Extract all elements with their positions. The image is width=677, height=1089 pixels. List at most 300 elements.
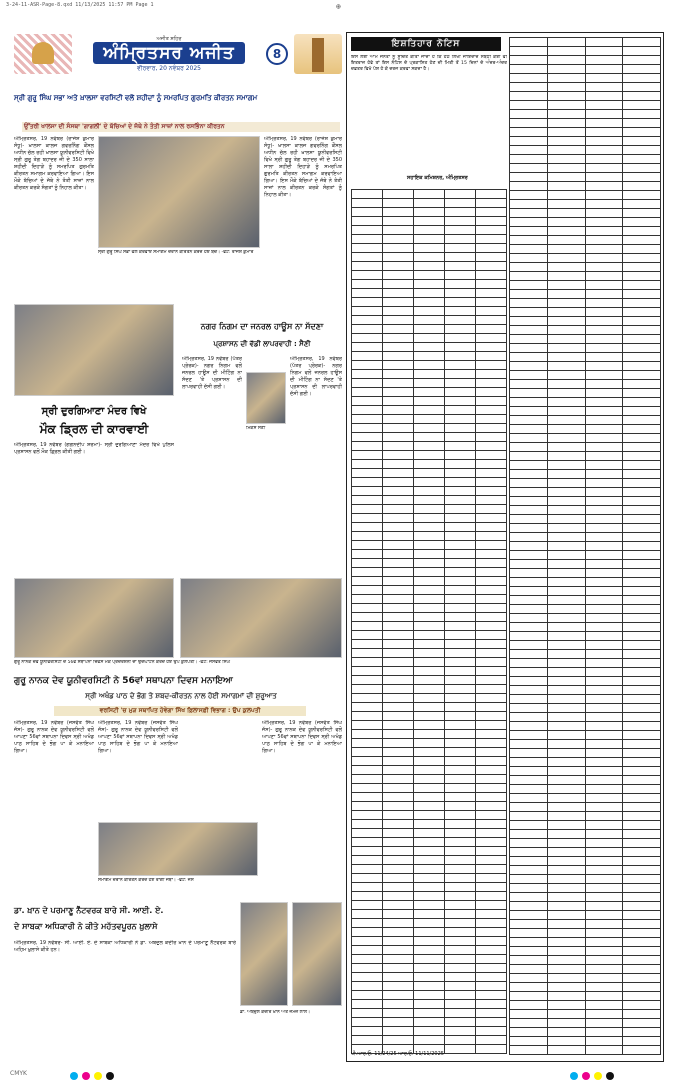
lead-subhead: ਉੱਤਰੀ ਖਾਲਸਾ ਦੀ ਸੰਸਥਾ 'ਗਾਗਲੀ' ਦੇ ਬੱਚਿਆਂ ਦੇ ਜੱਥੇ ਨੇ ਤੰਤੀ ਸਾਜ਼ਾਂ ਨਾਲ ਰਸਭਿੰਨਾ ਕੀਰਤਨ <box>22 122 340 132</box>
mock-drill-photo <box>14 304 174 396</box>
table-cell <box>383 190 414 199</box>
table-cell <box>414 559 445 568</box>
table-row <box>510 830 661 839</box>
cia-officer-portrait <box>292 902 342 1006</box>
table-cell <box>383 892 414 901</box>
table-cell <box>476 766 507 775</box>
table-cell <box>414 928 445 937</box>
table-row <box>352 469 507 478</box>
table-cell <box>623 704 661 713</box>
table-cell <box>476 451 507 460</box>
table-cell <box>623 443 661 452</box>
table-cell <box>383 532 414 541</box>
table-cell <box>547 560 585 569</box>
table-cell <box>414 631 445 640</box>
table-row <box>352 676 507 685</box>
table-cell <box>445 811 476 820</box>
table-cell <box>547 857 585 866</box>
table-cell <box>585 587 623 596</box>
table-cell <box>445 883 476 892</box>
table-cell <box>445 730 476 739</box>
table-cell <box>352 199 383 208</box>
table-cell <box>352 631 383 640</box>
table-cell <box>547 695 585 704</box>
table-cell <box>585 299 623 308</box>
table-cell <box>476 631 507 640</box>
table-cell <box>352 604 383 613</box>
table-row <box>510 191 661 200</box>
table-row <box>352 1027 507 1036</box>
table-row <box>510 704 661 713</box>
table-cell <box>445 919 476 928</box>
table-cell <box>547 938 585 947</box>
table-cell <box>476 802 507 811</box>
table-row <box>510 317 661 326</box>
table-cell <box>445 190 476 199</box>
table-cell <box>476 397 507 406</box>
table-cell <box>623 74 661 83</box>
table-row <box>352 775 507 784</box>
table-cell <box>476 379 507 388</box>
table-row <box>352 343 507 352</box>
table-row <box>352 568 507 577</box>
table-row <box>510 776 661 785</box>
table-cell <box>547 119 585 128</box>
table-row <box>352 829 507 838</box>
table-cell <box>383 352 414 361</box>
table-cell <box>414 712 445 721</box>
table-row <box>352 937 507 946</box>
table-cell <box>414 577 445 586</box>
table-cell <box>383 523 414 532</box>
table-cell <box>445 343 476 352</box>
table-cell <box>383 595 414 604</box>
table-cell <box>445 892 476 901</box>
table-cell <box>623 605 661 614</box>
table-cell <box>352 280 383 289</box>
table-cell <box>585 344 623 353</box>
table-cell <box>445 469 476 478</box>
table-cell <box>547 758 585 767</box>
table-cell <box>510 227 548 236</box>
table-cell <box>445 595 476 604</box>
print-color-bar <box>10 1070 670 1082</box>
table-cell <box>476 604 507 613</box>
table-cell <box>476 685 507 694</box>
table-cell <box>510 596 548 605</box>
table-row <box>510 74 661 83</box>
table-cell <box>585 821 623 830</box>
registration-mark-icon: ⊕ <box>336 2 341 11</box>
table-cell <box>585 362 623 371</box>
table-cell <box>383 703 414 712</box>
table-cell <box>510 443 548 452</box>
table-cell <box>585 47 623 56</box>
table-cell <box>352 352 383 361</box>
table-cell <box>547 569 585 578</box>
table-cell <box>623 38 661 47</box>
table-cell <box>547 542 585 551</box>
table-cell <box>352 946 383 955</box>
table-cell <box>476 640 507 649</box>
table-cell <box>414 604 445 613</box>
table-cell <box>623 812 661 821</box>
table-cell <box>510 56 548 65</box>
table-cell <box>547 1019 585 1028</box>
table-cell <box>352 289 383 298</box>
table-row <box>352 397 507 406</box>
table-cell <box>585 407 623 416</box>
table-cell <box>510 524 548 533</box>
table-cell <box>352 775 383 784</box>
table-row <box>510 83 661 92</box>
table-cell <box>352 712 383 721</box>
table-cell <box>510 353 548 362</box>
table-row <box>352 640 507 649</box>
table-cell <box>414 793 445 802</box>
table-cell <box>476 667 507 676</box>
table-cell <box>547 65 585 74</box>
table-row <box>352 388 507 397</box>
table-cell <box>414 775 445 784</box>
table-cell <box>623 290 661 299</box>
table-cell <box>547 317 585 326</box>
table-cell <box>445 748 476 757</box>
table-cell <box>623 434 661 443</box>
table-cell <box>414 622 445 631</box>
table-cell <box>623 1028 661 1037</box>
table-cell <box>352 514 383 523</box>
table-row <box>352 334 507 343</box>
table-cell <box>510 902 548 911</box>
table-cell <box>476 793 507 802</box>
table-cell <box>476 1000 507 1009</box>
table-cell <box>445 676 476 685</box>
table-row <box>352 541 507 550</box>
table-cell <box>585 200 623 209</box>
table-cell <box>414 649 445 658</box>
table-cell <box>585 812 623 821</box>
table-cell <box>547 488 585 497</box>
table-cell <box>510 749 548 758</box>
table-row <box>352 595 507 604</box>
table-row <box>510 209 661 218</box>
table-cell <box>383 793 414 802</box>
black-swatch-right <box>606 1072 614 1080</box>
table-cell <box>414 667 445 676</box>
table-cell <box>585 803 623 812</box>
table-cell <box>623 110 661 119</box>
table-cell <box>623 641 661 650</box>
table-cell <box>585 65 623 74</box>
table-cell <box>510 1010 548 1019</box>
table-cell <box>547 866 585 875</box>
table-cell <box>445 415 476 424</box>
table-cell <box>547 668 585 677</box>
table-row <box>510 326 661 335</box>
table-cell <box>476 955 507 964</box>
table-cell <box>383 631 414 640</box>
table-row <box>352 1036 507 1045</box>
table-cell <box>510 956 548 965</box>
table-cell <box>383 694 414 703</box>
table-cell <box>623 839 661 848</box>
table-cell <box>585 785 623 794</box>
table-cell <box>414 892 445 901</box>
table-cell <box>547 434 585 443</box>
table-cell <box>414 208 445 217</box>
table-row <box>352 910 507 919</box>
table-cell <box>352 883 383 892</box>
table-cell <box>445 325 476 334</box>
advertisement-notice <box>346 32 664 1062</box>
table-cell <box>585 497 623 506</box>
table-cell <box>445 370 476 379</box>
table-cell <box>585 506 623 515</box>
table-cell <box>510 758 548 767</box>
table-cell <box>445 667 476 676</box>
table-cell <box>445 451 476 460</box>
table-cell <box>383 298 414 307</box>
table-cell <box>476 595 507 604</box>
table-cell <box>585 1001 623 1010</box>
table-cell <box>585 488 623 497</box>
table-cell <box>547 380 585 389</box>
table-cell <box>585 470 623 479</box>
table-cell <box>585 380 623 389</box>
table-cell <box>623 911 661 920</box>
table-cell <box>547 983 585 992</box>
table-cell <box>383 1018 414 1027</box>
table-cell <box>623 299 661 308</box>
table-cell <box>414 901 445 910</box>
table-cell <box>510 335 548 344</box>
table-cell <box>623 542 661 551</box>
table-cell <box>383 802 414 811</box>
table-cell <box>352 388 383 397</box>
table-cell <box>510 407 548 416</box>
table-cell <box>352 640 383 649</box>
table-cell <box>585 695 623 704</box>
table-cell <box>445 901 476 910</box>
table-cell <box>547 470 585 479</box>
table-cell <box>476 541 507 550</box>
table-cell <box>547 713 585 722</box>
table-row <box>510 614 661 623</box>
table-cell <box>414 325 445 334</box>
table-cell <box>585 137 623 146</box>
table-cell <box>585 947 623 956</box>
table-cell <box>547 614 585 623</box>
table-cell <box>585 101 623 110</box>
table-row <box>352 919 507 928</box>
table-cell <box>547 443 585 452</box>
table-cell <box>383 460 414 469</box>
table-cell <box>414 685 445 694</box>
table-row <box>352 739 507 748</box>
table-cell <box>476 730 507 739</box>
nagar-headline: ਨਗਰ ਨਿਗਮ ਦਾ ਜਨਰਲ ਹਾਊਸ ਨਾ ਸੱਦਣਾ <box>200 322 324 331</box>
table-row <box>352 694 507 703</box>
table-cell <box>623 47 661 56</box>
table-cell <box>383 964 414 973</box>
table-cell <box>547 533 585 542</box>
table-cell <box>414 388 445 397</box>
table-row <box>352 964 507 973</box>
table-cell <box>510 470 548 479</box>
table-cell <box>414 766 445 775</box>
table-row <box>352 856 507 865</box>
table-cell <box>383 487 414 496</box>
table-cell <box>510 551 548 560</box>
table-row <box>352 712 507 721</box>
table-cell <box>414 811 445 820</box>
table-row <box>510 101 661 110</box>
table-cell <box>623 929 661 938</box>
table-cell <box>476 1027 507 1036</box>
table-row <box>352 451 507 460</box>
table-cell <box>383 1000 414 1009</box>
table-cell <box>585 596 623 605</box>
table-cell <box>352 496 383 505</box>
table-cell <box>352 226 383 235</box>
table-row <box>510 650 661 659</box>
table-cell <box>585 128 623 137</box>
table-cell <box>547 605 585 614</box>
table-cell <box>352 262 383 271</box>
table-row <box>352 532 507 541</box>
table-cell <box>510 83 548 92</box>
table-cell <box>585 254 623 263</box>
table-cell <box>414 370 445 379</box>
table-cell <box>414 298 445 307</box>
table-cell <box>510 965 548 974</box>
table-row <box>510 218 661 227</box>
table-cell <box>445 694 476 703</box>
table-cell <box>585 659 623 668</box>
table-cell <box>383 370 414 379</box>
table-row <box>510 812 661 821</box>
table-row <box>510 56 661 65</box>
table-cell <box>547 425 585 434</box>
table-cell <box>476 721 507 730</box>
table-cell <box>547 785 585 794</box>
table-cell <box>352 820 383 829</box>
table-cell <box>414 406 445 415</box>
table-row <box>352 820 507 829</box>
table-cell <box>352 1009 383 1018</box>
table-cell <box>445 217 476 226</box>
table-cell <box>476 910 507 919</box>
table-cell <box>414 910 445 919</box>
table-cell <box>510 929 548 938</box>
table-cell <box>383 514 414 523</box>
table-cell <box>623 695 661 704</box>
table-cell <box>476 838 507 847</box>
table-cell <box>383 730 414 739</box>
table-cell <box>383 874 414 883</box>
table-cell <box>352 973 383 982</box>
table-cell <box>585 83 623 92</box>
table-cell <box>547 641 585 650</box>
table-cell <box>623 1046 661 1055</box>
table-row <box>510 272 661 281</box>
bottom-headline-2: ਦੇ ਸਾਬਕਾ ਅਧਿਕਾਰੀ ਨੇ ਕੀਤੇ ਮਹੱਤਵਪੂਰਨ ਖ਼ੁਲਾਸੇ <box>14 922 158 931</box>
table-row <box>352 793 507 802</box>
table-cell <box>623 893 661 902</box>
ad-title: ਇਸ਼ਤਿਹਾਰ ਨੋਟਿਸ <box>351 37 501 51</box>
table-row <box>510 857 661 866</box>
table-cell <box>383 217 414 226</box>
table-cell <box>476 199 507 208</box>
table-cell <box>585 722 623 731</box>
table-cell <box>383 415 414 424</box>
table-cell <box>476 226 507 235</box>
ad-signature: ਸਹਾਇਕ ਕਮਿਸ਼ਨਰ, ਅੰਮ੍ਰਿਤਸਰ <box>407 175 468 181</box>
table-cell <box>445 1036 476 1045</box>
table-cell <box>510 434 548 443</box>
table-cell <box>414 1009 445 1018</box>
table-cell <box>623 875 661 884</box>
table-cell <box>510 146 548 155</box>
table-cell <box>585 425 623 434</box>
table-cell <box>414 352 445 361</box>
table-cell <box>352 523 383 532</box>
university-photo-caption: ਗੁਰੂ ਨਾਨਕ ਦੇਵ ਯੂਨੀਵਰਸਿਟੀ ਦੇ 56ਵੇਂ ਸਥਾਪਨਾ ਦਿਵਸ ਮੌਕੇ ਪ੍ਰਦਰਸ਼ਨੀ ਦਾ ਉਦਘਾਟਨ ਕਰਦੇ ਹੋਏ ਉਪ ਕੁਲਪਤੀ। -ਫੋਟੋ: ਜਸਵੰਤ ਸਿੰਘ <box>14 660 231 665</box>
table-cell <box>383 244 414 253</box>
table-cell <box>510 65 548 74</box>
table-cell <box>445 1018 476 1027</box>
table-cell <box>352 343 383 352</box>
table-cell <box>585 623 623 632</box>
table-cell <box>547 587 585 596</box>
table-cell <box>445 244 476 253</box>
table-cell <box>476 586 507 595</box>
table-cell <box>510 803 548 812</box>
table-cell <box>510 263 548 272</box>
table-cell <box>623 182 661 191</box>
table-cell <box>445 829 476 838</box>
table-row <box>510 200 661 209</box>
table-cell <box>510 128 548 137</box>
table-cell <box>510 821 548 830</box>
table-row <box>510 983 661 992</box>
table-cell <box>547 1028 585 1037</box>
table-cell <box>352 1027 383 1036</box>
table-cell <box>510 254 548 263</box>
magenta-swatch <box>82 1072 90 1080</box>
table-row <box>510 506 661 515</box>
table-cell <box>476 190 507 199</box>
table-cell <box>547 479 585 488</box>
table-cell <box>352 190 383 199</box>
table-cell <box>445 766 476 775</box>
black-swatch <box>106 1072 114 1080</box>
table-cell <box>547 974 585 983</box>
table-cell <box>510 983 548 992</box>
table-row <box>352 865 507 874</box>
university-story-body-col2: ਅੰਮ੍ਰਿਤਸਰ, 19 ਨਵੰਬਰ (ਜਸਵੰਤ ਸਿੰਘ ਜੱਸ)- ਗੁਰੂ ਨਾਨਕ ਦੇਵ ਯੂਨੀਵਰਸਿਟੀ ਵਲੋਂ ਆਪਣਾ 56ਵਾਂ ਸਥਾਪਨਾ ਦਿਵਸ ਸ੍ਰੀ ਅਖੰਡ ਪਾਠ ਸਾਹਿਬ ਦੇ ਭੋਗ ਪਾ ਕੇ ਮਨਾਇਆ ਗਿਆ। <box>98 720 178 754</box>
table-cell <box>414 451 445 460</box>
table-cell <box>352 451 383 460</box>
table-cell <box>352 541 383 550</box>
table-cell <box>476 1009 507 1018</box>
table-row <box>510 47 661 56</box>
nagar-subhead: ਪ੍ਰਸ਼ਾਸਨ ਦੀ ਵੱਡੀ ਲਾਪਰਵਾਹੀ : ਸੈਣੀ <box>213 340 311 348</box>
table-cell <box>414 721 445 730</box>
table-cell <box>445 946 476 955</box>
table-cell <box>383 568 414 577</box>
